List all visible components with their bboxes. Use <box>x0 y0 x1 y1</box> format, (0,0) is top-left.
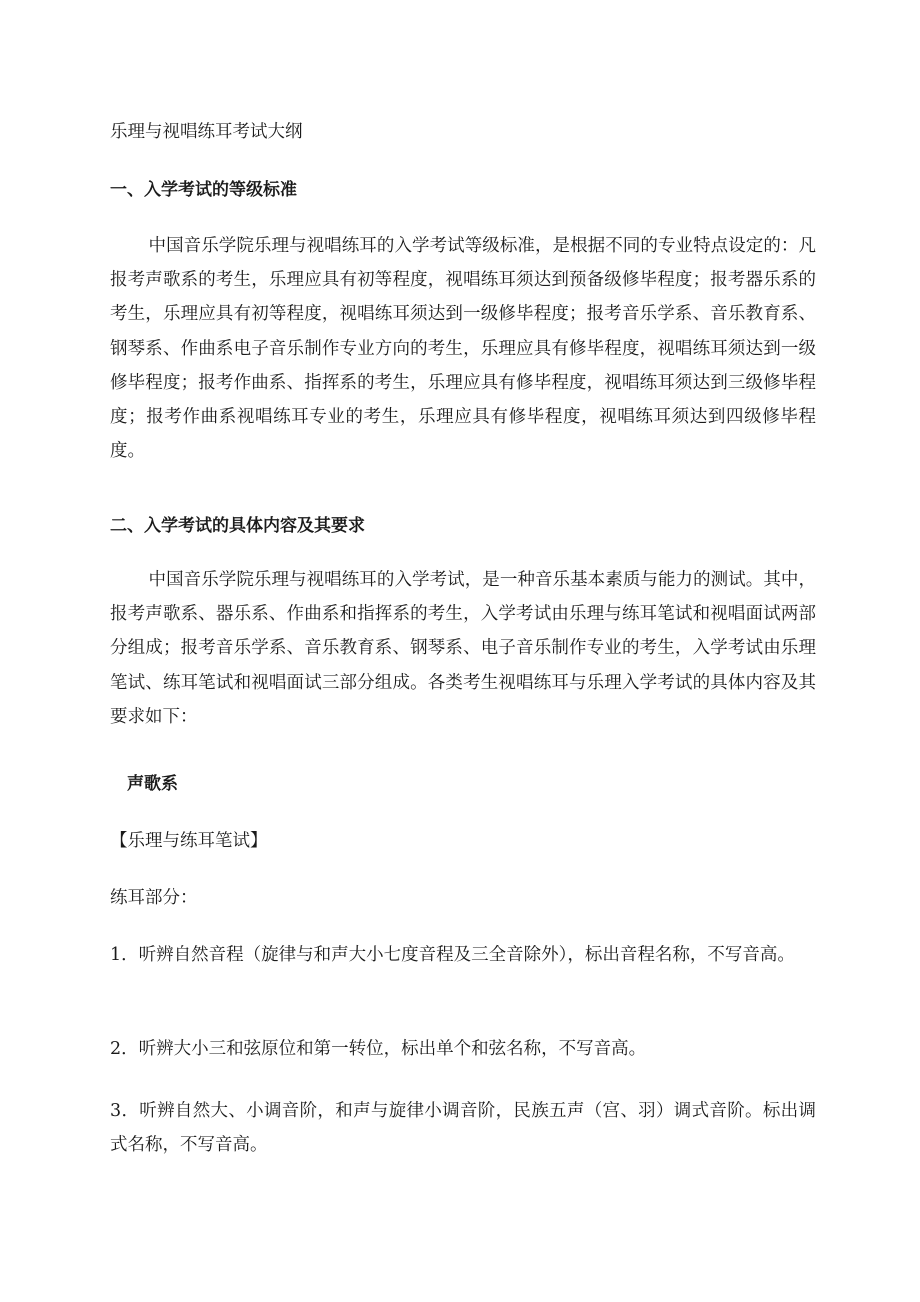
list-item: 3．听辨自然大、小调音阶，和声与旋律小调音阶，民族五声（宫、羽）调式音阶。标出调式名称，不写音高。 <box>110 1101 816 1155</box>
list-item: 2．听辨大小三和弦原位和第一转位，标出单个和弦名称，不写音高。 <box>110 1039 647 1059</box>
written-exam-heading: 【乐理与练耳笔试】 <box>110 831 268 851</box>
ear-training-label: 练耳部分： <box>110 888 198 908</box>
section-heading-exam-content: 二、入学考试的具体内容及其要求 <box>110 516 365 536</box>
list-item: 1．听辨自然音程（旋律与和声大小七度音程及三全音除外），标出音程名称，不写音高。 <box>110 945 795 965</box>
exam-content-paragraph: 中国音乐学院乐理与视唱练耳的入学考试，是一种音乐基本素质与能力的测试。其中，报考声歌系、器乐系、作曲系和指挥系的考生，入学考试由乐理与练耳笔试和视唱面试两部分组成；报考音乐学系、音乐教育系、钢琴系、电子音乐制作专业的考生，入学考试由乐理笔试、练耳笔试和视唱面试三部分组成。各类考生视唱练耳与乐理入学考试的具体内容及其要求如下： <box>110 570 816 727</box>
document-title: 乐理与视唱练耳考试大纲 <box>110 122 303 142</box>
grading-standards-paragraph: 中国音乐学院乐理与视唱练耳的入学考试等级标准，是根据不同的专业特点设定的：凡报考声歌系的考生，乐理应具有初等程度，视唱练耳须达到预备级修毕程度；报考器乐系的考生，乐理应具有初等程度，视唱练耳须达到一级修毕程度；报考音乐学系、音乐教育系、钢琴系、作曲系电子音乐制作专业方向的考生，乐理应具有修毕程度，视唱练耳须达到一级修毕程度；报考作曲系、指挥系的考生，乐理应具有修毕程度，视唱练耳须达到三级修毕程度；报考作曲系视唱练耳专业的考生，乐理应具有修毕程度，视唱练耳须达到四级修毕程度。 <box>110 236 816 462</box>
subsection-heading-vocal-dept: 声歌系 <box>127 774 178 794</box>
section-heading-grading-standards: 一、入学考试的等级标准 <box>110 180 297 200</box>
